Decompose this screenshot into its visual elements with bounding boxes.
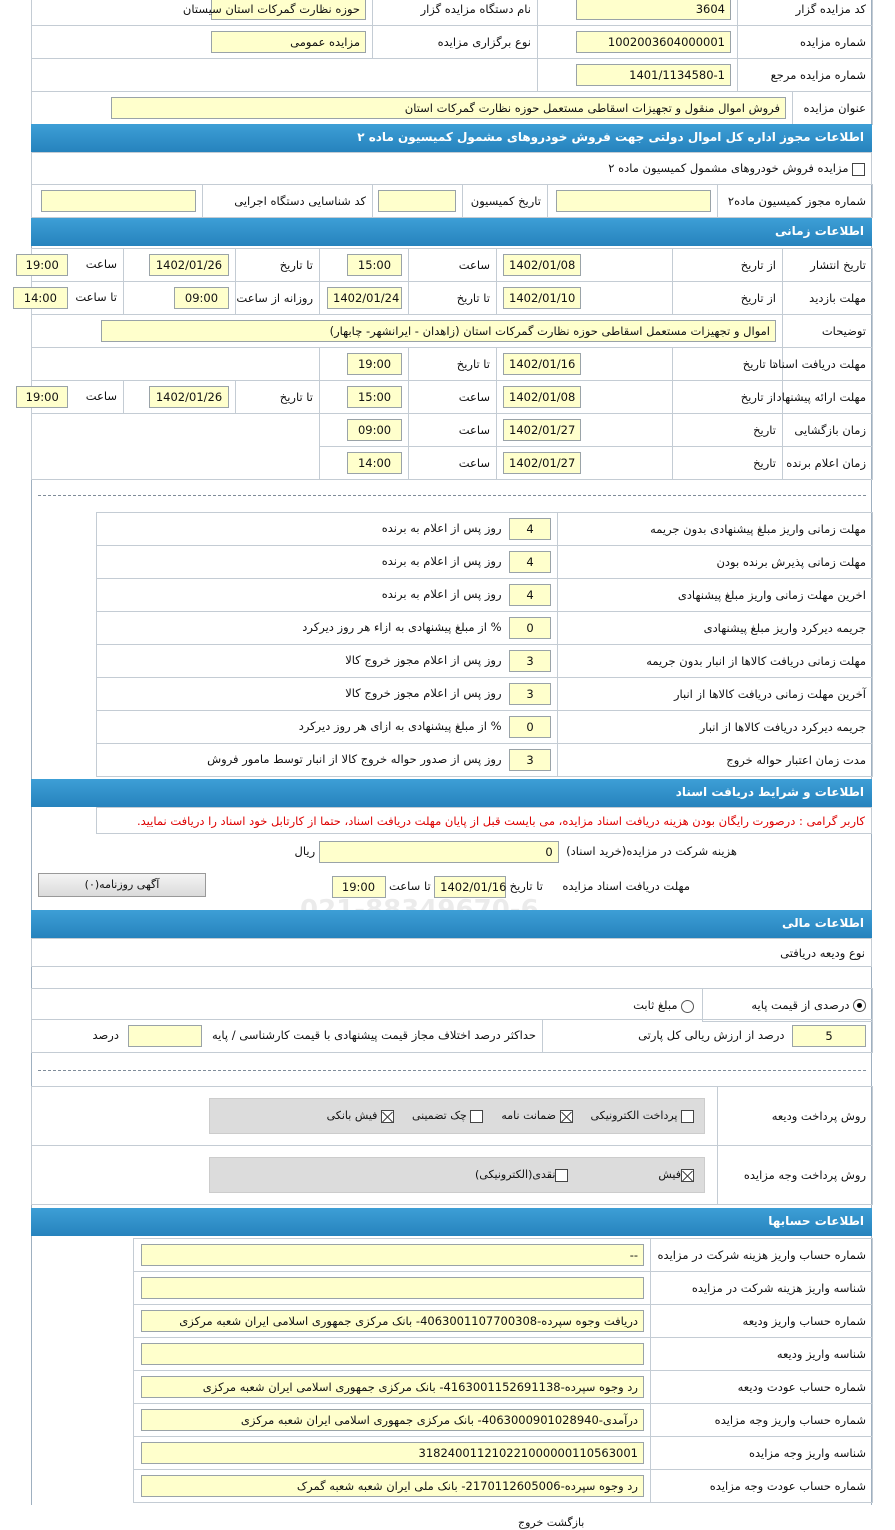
visit-to-label: تا تاریخ: [409, 282, 497, 315]
max-diff-label: حداکثر درصد اختلاف مجاز قیمت پیشنهادی با قیمت کارشناسی / پایه: [211, 1028, 536, 1042]
pay-method-label: ضمانت نامه: [501, 1109, 556, 1123]
desc-label: توضیحات: [783, 315, 873, 348]
deposit-values-table: [31, 1019, 873, 1053]
percent-value-label: درصد از ارزش ریالی کل پارتی: [638, 1028, 785, 1042]
permit-num-field[interactable]: [556, 190, 711, 212]
deadline-unit: % از مبلغ پیشنهادی به ازای هر روز دیرکرد: [298, 719, 502, 733]
account-field[interactable]: --: [141, 1244, 644, 1266]
offer-hour-label: ساعت: [409, 381, 497, 414]
visit-label: مهلت بازدید: [783, 282, 873, 315]
newspaper-ad-button[interactable]: آگهی روزنامه(۰): [38, 873, 206, 897]
publish-to-time[interactable]: 19:00: [16, 254, 68, 276]
visit-from-label: از تاریخ: [673, 282, 783, 315]
pay-method-checkbox[interactable]: [470, 1110, 483, 1123]
auction-pay-checkbox[interactable]: [555, 1169, 568, 1182]
open-time-field[interactable]: 09:00: [347, 419, 402, 441]
account-label: شماره حساب واریز وجه مزایده: [651, 1404, 873, 1437]
deadline-row: [97, 744, 873, 777]
general-table-2: [31, 25, 873, 92]
doc-to-hour-label: تا تاریخ: [409, 348, 497, 381]
pay-method-label: پرداخت الکترونیکی: [590, 1109, 678, 1123]
finance-header: اطلاعات مالی: [31, 910, 872, 938]
permit-date-field[interactable]: [378, 190, 456, 212]
auction-pay-label: روش پرداخت وجه مزایده: [718, 1146, 873, 1205]
publish-from-label: از تاریخ: [673, 249, 783, 282]
doc-to-label: تا تاریخ: [673, 348, 783, 381]
max-diff-field[interactable]: [128, 1025, 202, 1047]
accounts-header: اطلاعات حسابها: [31, 1208, 872, 1236]
type-field[interactable]: مزایده عمومی: [211, 31, 366, 53]
permit-checkbox[interactable]: [852, 163, 865, 176]
docs-time-field[interactable]: 19:00: [332, 876, 386, 898]
account-field[interactable]: [141, 1343, 644, 1365]
docs-warning-table: [96, 807, 872, 834]
auction-pay-label: فیش: [658, 1168, 681, 1182]
auction-pay-box: [209, 1157, 705, 1193]
account-row: [134, 1371, 873, 1404]
offer-to-hour-label: ساعت: [85, 389, 118, 403]
doc-to-time[interactable]: 19:00: [347, 353, 402, 375]
pay-method-option[interactable]: [412, 1109, 483, 1123]
account-field[interactable]: دریافت وجوه سپرده-4063001107700308- بانک مرکزی جمهوری اسلامی ایران شعبه مرکزی: [141, 1310, 644, 1332]
pay-method-label: روش پرداخت ودیعه: [718, 1087, 873, 1146]
desc-field[interactable]: اموال و تجهیزات مستعمل اسقاطی حوزه نظارت گمرکات استان (زاهدان - ایرانشهر- چابهار): [101, 320, 776, 342]
max-diff-unit: درصد: [92, 1028, 119, 1042]
deadline-label: مهلت زمانی دریافت کالاها از انبار بدون جریمه: [558, 645, 873, 678]
open-date-field[interactable]: 1402/01/27: [503, 419, 581, 441]
num-label: شماره مزایده: [738, 26, 873, 59]
account-field[interactable]: رد وجوه سپرده-2170112605006- بانک ملی ایران شعبه شعبه گمرک: [141, 1475, 644, 1497]
publish-to-label: تا تاریخ: [236, 249, 320, 282]
type-label: نوع برگزاری مزایده: [373, 26, 538, 59]
account-label: شماره حساب واریز ودیعه: [651, 1305, 873, 1338]
pay-methods-table: [31, 1086, 873, 1205]
offer-from-label: از تاریخ: [673, 381, 783, 414]
pay-method-label: چک تضمینی: [411, 1109, 467, 1123]
pay-methods-box: [209, 1098, 705, 1134]
deadline-row: [97, 645, 873, 678]
permit-check-label: مزایده فروش خودروهای مشمول کمیسیون ماده ۲: [608, 161, 849, 176]
offer-to-time[interactable]: 19:00: [16, 386, 68, 408]
deadline-unit: روز پس از اعلام به برنده: [381, 587, 502, 601]
visit-daily-label: روزانه از ساعت: [236, 282, 320, 315]
publish-to-hour-label: ساعت: [85, 257, 117, 271]
fixed-radio[interactable]: [681, 1000, 694, 1013]
offer-to-field[interactable]: 1402/01/26: [149, 386, 229, 408]
deadline-value[interactable]: 3: [509, 683, 551, 705]
fee-unit: ریال: [294, 844, 316, 858]
visit-until-label: تا ساعت: [75, 290, 117, 304]
publish-to-field[interactable]: 1402/01/26: [149, 254, 229, 276]
divider: [38, 495, 866, 496]
deadline-row: [97, 612, 873, 645]
percent-field[interactable]: 5: [792, 1025, 866, 1047]
account-row: [134, 1338, 873, 1371]
deadline-value[interactable]: 0: [509, 716, 551, 738]
visit-to-field[interactable]: 1402/01/24: [327, 287, 402, 309]
deadline-unit: روز پس از اعلام مجوز خروج کالا: [345, 653, 502, 667]
account-label: شناسه واریز ودیعه: [651, 1338, 873, 1371]
permit-header: اطلاعات مجوز اداره کل اموال دولتی جهت فروش خودروهای مشمول کمیسیون ماده ۲: [31, 124, 872, 152]
pay-method-label: فیش بانکی: [326, 1109, 378, 1123]
org-field[interactable]: حوزه نظارت گمرکات استان سیستان: [211, 0, 366, 20]
ref-label: شماره مزایده مرجع: [738, 59, 873, 92]
account-label: شناسه واریز وجه مزایده: [651, 1437, 873, 1470]
code-field[interactable]: 3604: [576, 0, 731, 20]
title-table: [31, 91, 873, 125]
auction-pay-label: نقدی(الکترونیکی): [474, 1168, 556, 1182]
timing-table: [23, 248, 873, 315]
deadline-label: جریمه دیرکرد دریافت کالاها از انبار: [558, 711, 873, 744]
deadline-label: مهلت زمانی واریز مبلغ پیشنهادی بدون جریمه: [558, 513, 873, 546]
auction-pay-checkbox[interactable]: [681, 1169, 694, 1182]
winner-date-label: تاریخ: [673, 447, 783, 480]
timing-header: اطلاعات زمانی: [31, 218, 872, 246]
auction-pay-option[interactable]: [658, 1168, 694, 1182]
docs-until-date-label: تا تاریخ: [509, 879, 543, 893]
deadline-label: آخرین مهلت زمانی دریافت کالاها از انبار: [558, 678, 873, 711]
account-row: [134, 1305, 873, 1338]
visit-from-field[interactable]: 1402/01/10: [503, 287, 581, 309]
deadline-row: [97, 513, 873, 546]
divider-2: [38, 1070, 866, 1071]
deposit-type-label: نوع ودیعه دریافتی: [32, 939, 872, 967]
num-field[interactable]: 1002003604000001: [576, 31, 731, 53]
deadline-unit: روز پس از اعلام مجوز خروج کالا: [345, 686, 502, 700]
winner-time-field[interactable]: 14:00: [347, 452, 402, 474]
open-label: زمان بازگشایی: [783, 414, 873, 447]
publish-from-time[interactable]: 15:00: [347, 254, 402, 276]
deadline-row: [97, 579, 873, 612]
account-field[interactable]: رد وجوه سپرده-4163001152691138- بانک مرکزی جمهوری اسلامی ایران شعبه مرکزی: [141, 1376, 644, 1398]
account-label: شماره حساب عودت ودیعه: [651, 1371, 873, 1404]
deadline-value[interactable]: 4: [509, 551, 551, 573]
deadline-unit: روز پس از صدور حواله خروج کالا از انبار توسط مامور فروش: [207, 752, 502, 766]
code-label: کد مزایده گزار: [738, 0, 873, 26]
deadline-label: اخرین مهلت زمانی واریز مبلغ پیشنهادی: [558, 579, 873, 612]
title-field[interactable]: فروش اموال منقول و تجهیزات اسقاطی مستعمل حوزه نظارت گمرکات استان: [111, 97, 786, 119]
pay-method-checkbox[interactable]: [560, 1110, 573, 1123]
deadline-unit: روز پس از اعلام به برنده: [381, 554, 502, 568]
permit-date-label: تاریخ کمیسیون: [463, 185, 548, 218]
footer-links[interactable]: بازگشت خروج: [518, 1516, 585, 1529]
deadline-row: [97, 546, 873, 579]
offer-from-field[interactable]: 1402/01/08: [503, 386, 581, 408]
accounts-table: [133, 1238, 873, 1503]
account-row: [134, 1437, 873, 1470]
title-label: عنوان مزایده: [793, 92, 873, 125]
permit-id-label: کد شناسایی دستگاه اجرایی: [203, 185, 373, 218]
deadline-unit: % از مبلغ پیشنهادی به ازاء هر روز دیرکرد: [302, 620, 502, 634]
deadline-value[interactable]: 4: [509, 584, 551, 606]
docs-warning: کاربر گرامی : درصورت رایگان بودن هزینه دریافت اسناد مزایده، می بایست قبل از پایان مهلت دریافت اسناد، حتما از کارتابل خود اسناد را دریافت نمایید.: [136, 813, 865, 828]
doc-deadline-label: مهلت دریافت اسناد: [783, 348, 873, 381]
publish-label: تاریخ انتشار: [783, 249, 873, 282]
timing-table-2: [25, 347, 873, 480]
permit-fields: [31, 184, 873, 218]
org-label: نام دستگاه مزایده گزار: [373, 0, 538, 26]
pay-method-checkbox[interactable]: [681, 1110, 694, 1123]
fee-field[interactable]: 0: [319, 841, 559, 863]
desc-table: [31, 314, 873, 348]
deposit-options-table: [31, 988, 873, 1022]
open-date-label: تاریخ: [673, 414, 783, 447]
doc-to-field[interactable]: 1402/01/16: [503, 353, 581, 375]
publish-from-hour-label: ساعت: [409, 249, 497, 282]
general-table: [31, 0, 873, 26]
fixed-option-label: مبلغ ثابت: [633, 998, 678, 1012]
docs-header: اطلاعات و شرایط دریافت اسناد: [31, 779, 872, 807]
pay-method-option[interactable]: [591, 1109, 695, 1123]
deadline-value[interactable]: 4: [509, 518, 551, 540]
docs-fields: [84, 833, 872, 908]
visit-start-time[interactable]: 09:00: [174, 287, 229, 309]
account-label: شماره حساب واریز هزینه شرکت در مزایده: [651, 1239, 873, 1272]
deadline-row: [97, 678, 873, 711]
docs-until-time-label: تا ساعت: [389, 879, 431, 893]
permit-id-field[interactable]: [41, 190, 196, 212]
account-row: [134, 1272, 873, 1305]
deadline-label: مهلت زمانی پذیرش برنده بودن: [558, 546, 873, 579]
deadlines-table: [96, 512, 873, 777]
account-field[interactable]: 318240011210221000000110563001: [141, 1442, 644, 1464]
visit-end-time[interactable]: 14:00: [13, 287, 68, 309]
offer-to-label: تا تاریخ: [236, 381, 320, 414]
pay-method-option[interactable]: [327, 1109, 394, 1123]
percent-option-label: درصدی از قیمت پایه: [751, 997, 850, 1012]
open-hour-label: ساعت: [409, 414, 497, 447]
account-label: شناسه واریز هزینه شرکت در مزایده: [651, 1272, 873, 1305]
docs-date-field[interactable]: 1402/01/16: [434, 876, 506, 898]
permit-table: [31, 152, 872, 185]
winner-date-field[interactable]: 1402/01/27: [503, 452, 581, 474]
deadline-label: جریمه دیرکرد واریز مبلغ پیشنهادی: [558, 612, 873, 645]
publish-from-field[interactable]: 1402/01/08: [503, 254, 581, 276]
winner-label: زمان اعلام برنده: [783, 447, 873, 480]
deadline-row: [97, 711, 873, 744]
pay-method-option[interactable]: [501, 1109, 572, 1123]
percent-radio[interactable]: [853, 999, 866, 1012]
account-row: [134, 1239, 873, 1272]
deadline-unit: روز پس از اعلام به برنده: [381, 521, 502, 535]
account-field[interactable]: درآمدی-4063000901028940- بانک مرکزی جمهوری اسلامی ایران شعبه مرکزی: [141, 1409, 644, 1431]
deadline-value[interactable]: 3: [509, 749, 551, 771]
account-field[interactable]: [141, 1277, 644, 1299]
deadline-value[interactable]: 0: [509, 617, 551, 639]
docs-deadline-label: مهلت دریافت اسناد مزایده: [562, 879, 690, 893]
fee-label: هزینه شرکت در مزایده(خرید اسناد): [566, 844, 737, 858]
pay-method-checkbox[interactable]: [381, 1110, 394, 1123]
offer-from-time[interactable]: 15:00: [347, 386, 402, 408]
winner-hour-label: ساعت: [409, 447, 497, 480]
account-label: شماره حساب عودت وجه مزایده: [651, 1470, 873, 1503]
offer-label: مهلت ارائه پیشنهاد: [783, 381, 873, 414]
auction-pay-option[interactable]: [475, 1168, 568, 1182]
deadline-label: مدت زمان اعتبار حواله خروج: [558, 744, 873, 777]
account-row: [134, 1404, 873, 1437]
deposit-type-table: [31, 938, 872, 967]
account-row: [134, 1470, 873, 1503]
permit-num-label: شماره مجوز کمیسیون ماده۲: [718, 185, 873, 218]
ref-field[interactable]: 1401/1134580-1: [576, 64, 731, 86]
deadline-value[interactable]: 3: [509, 650, 551, 672]
